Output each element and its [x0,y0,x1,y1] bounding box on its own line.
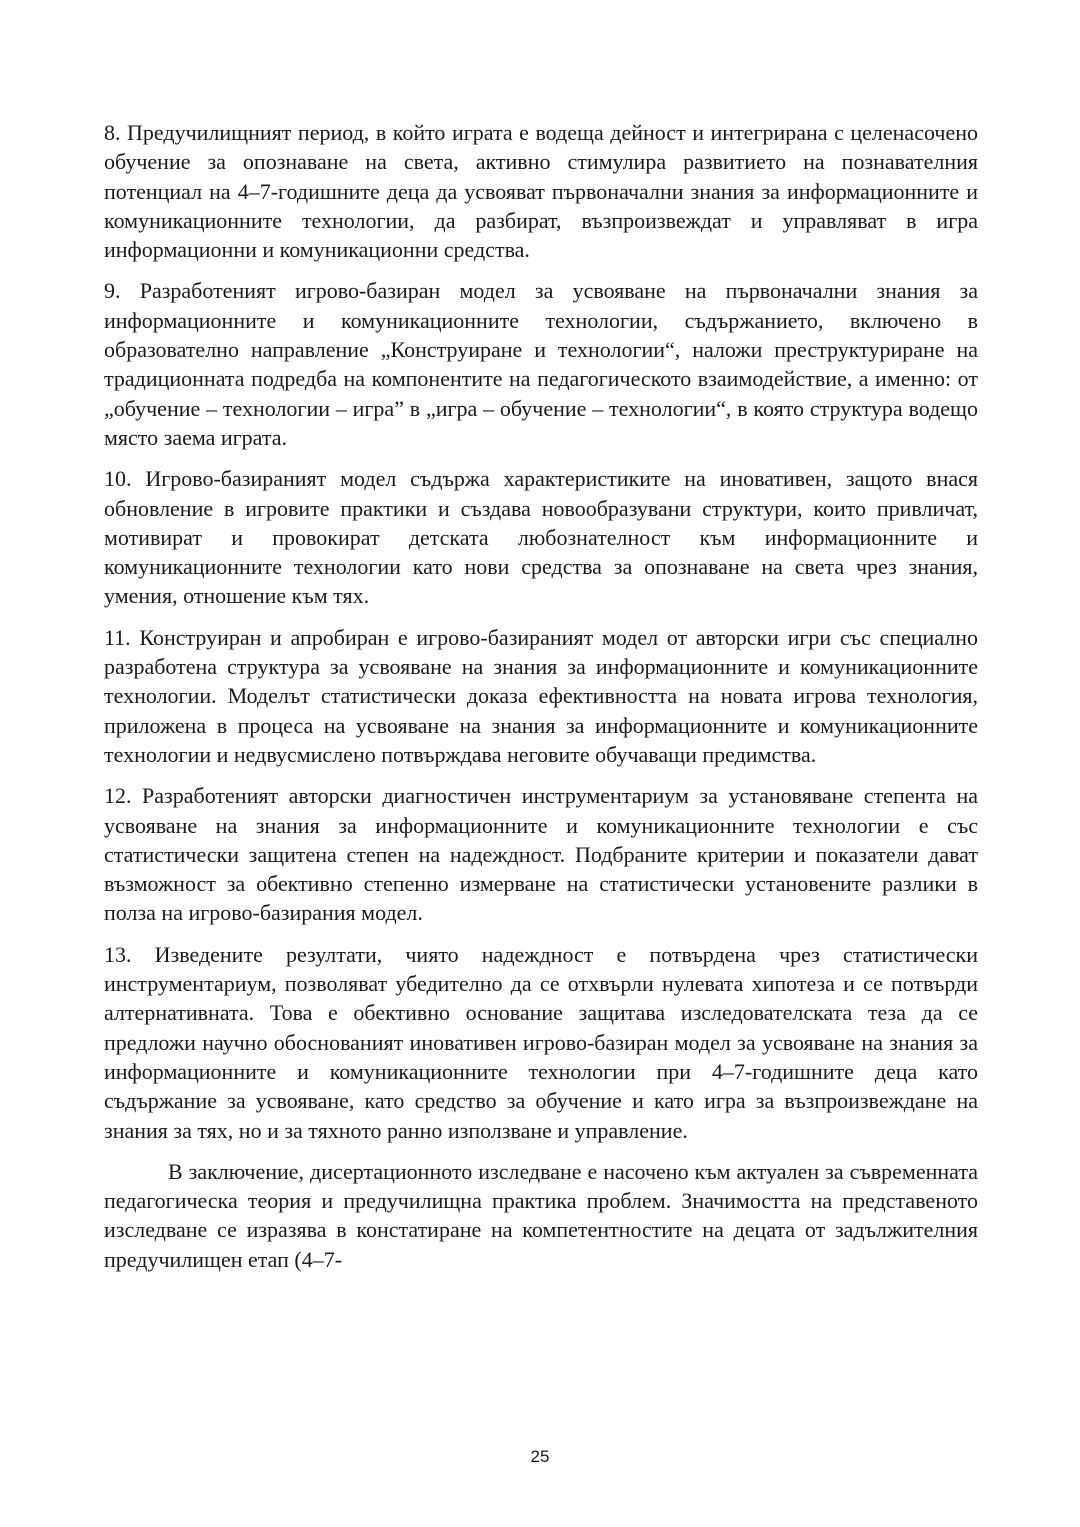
document-body [104,118,978,1286]
conclusion-paragraph: В заключение, дисертационното изследване е насочено към актуален за съвременната педагогическа теория и предучилищна практика проблем. Значимостта на представеното изследване се изразява в констатиране на компетентностите на децата от задължителния предучилищен етап (4–7- [104,1158,978,1272]
paragraph-9: 9. Разработеният игрово-базиран модел за усвояване на първоначални знания за информационните и комуникационните технологии, съдържанието, включено в образователно направление „Конструиране и технологии“, наложи преструктуриране на традиционната подредба на компонентите на педагогическото взаимодействие, а именно: от „обучение – технологии – игра” в „игра – обучение – технологии“, в която структура водещо място заема играта. [104,278,978,450]
paragraph-13: 13. Изведените резултати, чиято надеждност е потвърдена чрез статистически инструментариум, позволяват убедително да се отхвърли нулевата хипотеза и се потвърди алтернативната. Това е обективно основание защитава изследователската теза да се предложи научно обоснованият иновативен игрово-базиран модел за усвояване на знания за информационните и комуникационните технологии при 4–7-годишните деца като съдържание за усвояване, като средство за обучение и като игра за възпроизвеждане на знания за тях, но и за тяхното ранно използване и управление. [104,941,978,1143]
paragraph-12: 12. Разработеният авторски диагностичен инструментариум за установяване степента на усвояване на знания за информационните и комуникационните технологии е със статистически защитена степен на надеждност. Подбраните критерии и показатели дават възможност за обективно степенно измерване на статистически установените разлики в полза на игрово-базирания модел. [104,783,978,926]
paragraph-10: 10. Игрово-базираният модел съдържа характеристиките на иновативен, защото внася обновление в игровите практики и създава новообразувани структури, които привличат, мотивират и провокират детската любознателност към информационните и комуникационните технологии като нови средства за опознаване на света чрез знания, умения, отношение към тях. [104,466,978,609]
paragraph-11: 11. Конструиран и апробиран е игрово-базираният модел от авторски игри със специално разработена структура за усвояване на знания за информационните и комуникационните технологии. Моделът статистически доказа ефективността на новата игрова технология, приложена в процеса на усвояване на знания за информационните и комуникационните технологии и недвусмислено потвърждава неговите обучаващи предимства. [104,624,978,767]
paragraph-8: 8. Предучилищният период, в който играта е водеща дейност и интегрирана с целенасочено обучение за опознаване на света, активно стимулира развитието на познавателния потенциал на 4–7-годишните деца да усвояват първоначални знания за информационните и комуникационните технологии, да разбират, възпроизвеждат и управляват в игра информационни и комуникационни средства. [104,120,978,263]
page-number: 25 [530,1447,550,1466]
